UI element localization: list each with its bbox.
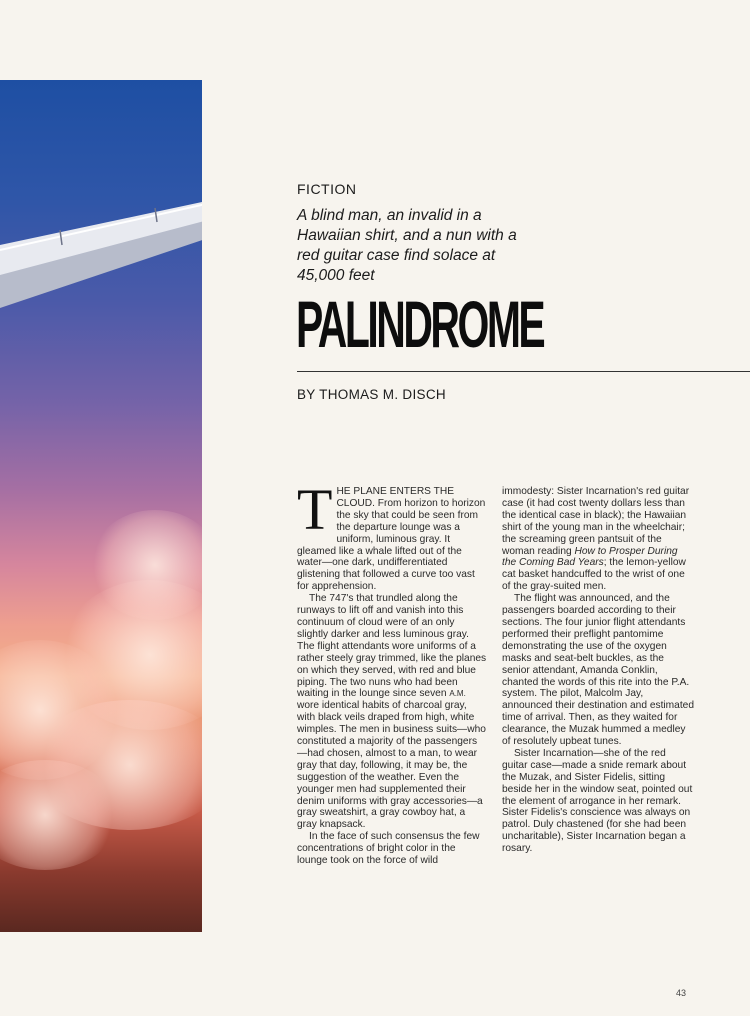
- paragraph: THE PLANE ENTERS THE CLOUD. From horizon to horizon the sky that could be seen from the departure lounge was a uniform, luminous gray. It gleamed like a whale lifted out of the water—one dark, undifferentiated glistening that followed a curve too vast for apprehension.: [297, 477, 486, 593]
- body-column-1: [297, 477, 487, 867]
- deck-subtitle: A blind man, an invalid in a Hawaiian shirt, and a nun with a red guitar case find solace at 45,000 feet: [297, 207, 517, 284]
- title-rule-divider: [297, 371, 750, 372]
- airplane-wing-image: [0, 80, 202, 400]
- paragraph: The flight was announced, and the passengers boarded according to their sections. The four junior flight attendants performed their preflight pantomime demonstrating the use of the oxygen masks and seat-belt buckles, as the senior attendant, Amanda Conklin, chanted the words of this rite into the P.A. system. The pilot, Malcolm Jay, announced their destination and estimated time of arrival. Then, as they waited for clearance, the Muzak hummed a medley of resolutely upbeat tunes.: [502, 593, 695, 748]
- cloud-sky-photo: [0, 80, 202, 932]
- section-label: FICTION: [297, 181, 357, 197]
- author-byline: BY THOMAS M. DISCH: [297, 387, 446, 402]
- paragraph: Sister Incarnation—she of the red guitar case—made a snide remark about the Muzak, and Sister Fidelis, sitting beside her in the window seat, pointed out the element of arrogance in her remark. Sister Fidelis's conscience was always on patrol. Duly chastened (for she had been uncharitable), Sister Incarnation began a rosary.: [502, 747, 693, 855]
- page-number: 43: [676, 988, 687, 998]
- story-headline: PALINDROME: [296, 287, 544, 361]
- paragraph: In the face of such consensus the few concentrations of bright color in the lounge took on the force of wild: [297, 831, 480, 867]
- drop-cap: T: [297, 477, 333, 542]
- paragraph: immodesty: Sister Incarnation's red guitar case (it had cost twenty dollars less than the identical case in black); the Hawaiian shirt of the young man in the wheelchair; the screaming green pantsuit of the woman reading How to Prosper During the Coming Bad Years; the lemon-yellow cat basket handcuffed to the wrist of one of the gray-suited men.: [502, 486, 690, 593]
- body-column-2: [502, 486, 694, 855]
- paragraph: The 747's that trundled along the runways to lift off and vanish into this continuum of cloud were of an only slightly darker and less luminous gray. The flight attendants wore uniforms of a rather steely gray trimmed, like the planes on which they served, with red and blue piping. The two nuns who had been waiting in the lounge since seven A.M. wore identical habits of charcoal gray, with black veils draped from high, white wimples. The men in business suits—who constituted a majority of the passengers—had chosen, almost to a man, to wear gray that day, following, it may be, the suggestion of the weather. Even the younger men had supplemented their denim uniforms with gray accessories—a gray sweatshirt, a gray cowboy hat, a gray knapsack.: [297, 593, 487, 831]
